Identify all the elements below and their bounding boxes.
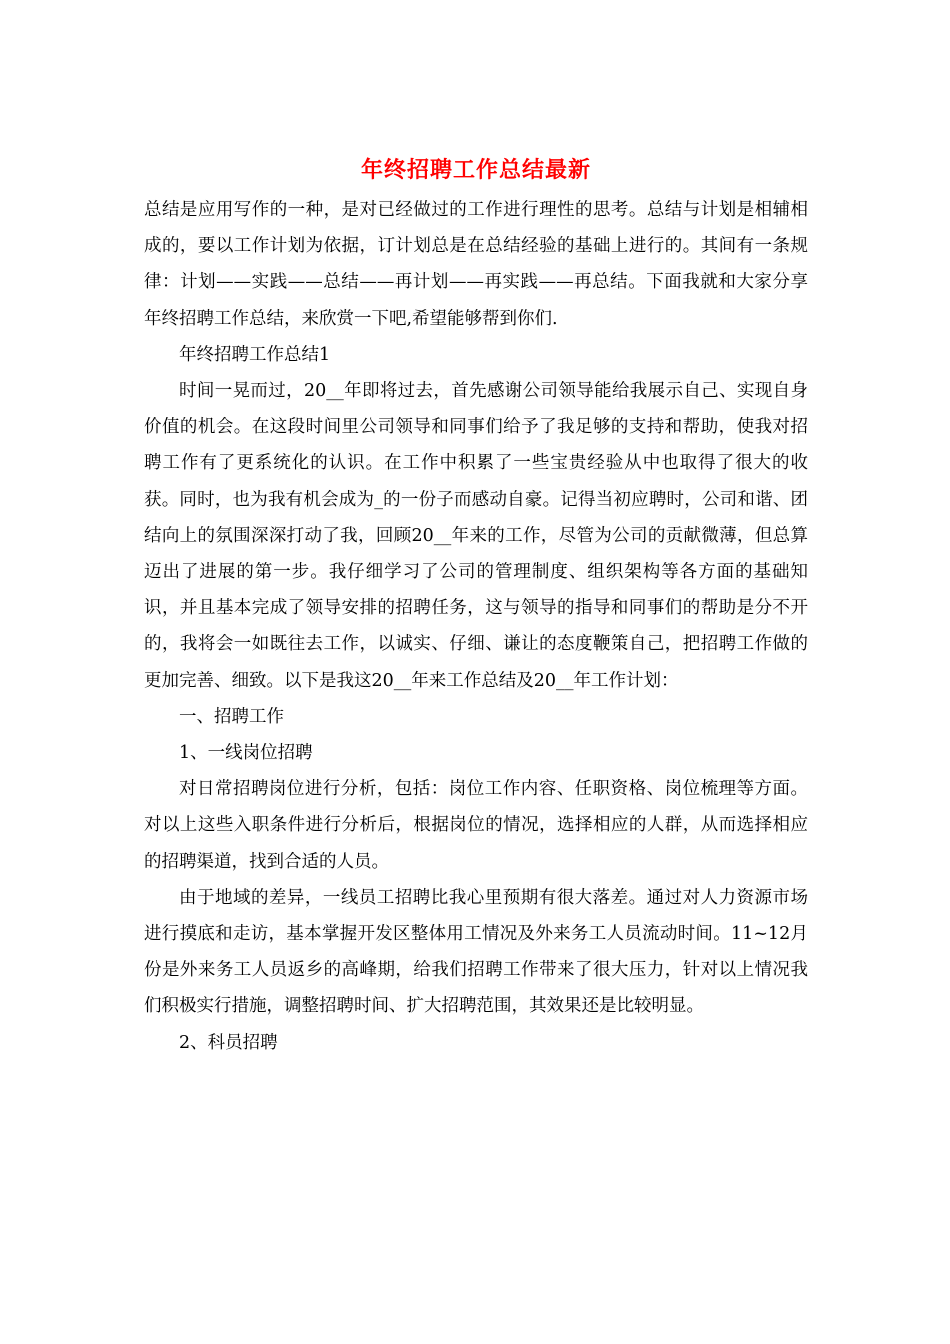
heading-frontline-recruitment: 1、一线岗位招聘 (179, 743, 313, 764)
body-paragraph-2: 对日常招聘岗位进行分析，包括：岗位工作内容、任职资格、岗位梳理等方面。对以上这些入职条件进行分析后，根据岗位的情况，选择相应的人群，从而选择相应的招聘渠道，找到合适的人员。 (144, 779, 808, 872)
document-title: 年终招聘工作总结最新 (360, 157, 591, 183)
section-title: 年终招聘工作总结1 (179, 344, 331, 365)
body-paragraph-3: 由于地域的差异，一线员工招聘比我心里预期有很大落差。通过对人力资源市场进行摸底和走访，基本掌握开发区整体用工情况及外来务工人员流动时间。11~12月份是外来务工人员返乡的高峰期，给我们招聘工作带来了很大压力，针对以上情况我们积极实行措施，调整招聘时间、扩大招聘范围，其效果还是比较明显。 (144, 887, 808, 1017)
intro-paragraph: 总结是应用写作的一种，是对已经做过的工作进行理性的思考。总结与计划是相辅相成的，要以工作计划为依据，订计划总是在总结经验的基础上进行的。其间有一条规律：计划——实践——总结——再计划——再实践——再总结。下面我就和大家分享年终招聘工作总结，来欣赏一下吧,希望能够帮到你们. (144, 200, 808, 329)
heading-staff-recruitment: 2、科员招聘 (179, 1032, 278, 1053)
document-page (144, 150, 808, 1061)
body-paragraph-1: 时间一晃而过，20__年即将过去，首先感谢公司领导能给我展示自己、实现自身价值的机会。在这段时间里公司领导和同事们给予了我足够的支持和帮助，使我对招聘工作有了更系统化的认识。在工作中积累了一些宝贵经验从中也取得了很大的收获。同时，也为我有机会成为_的一份子而感动自豪。记得当初应聘时，公司和谐、团结向上的氛围深深打动了我，回顾20__年来的工作，尽管为公司的贡献微薄，但总算迈出了进展的第一步。我仔细学习了公司的管理制度、组织架构等各方面的基础知识，并且基本完成了领导安排的招聘任务，这与领导的指导和同事们的帮助是分不开的，我将会一如既往去工作，以诚实、仔细、谦让的态度鞭策自己，把招聘工作做的更加完善、细致。以下是我这20__年来工作总结及20__年工作计划： (144, 381, 808, 691)
heading-recruitment-work: 一、招聘工作 (179, 706, 284, 727)
